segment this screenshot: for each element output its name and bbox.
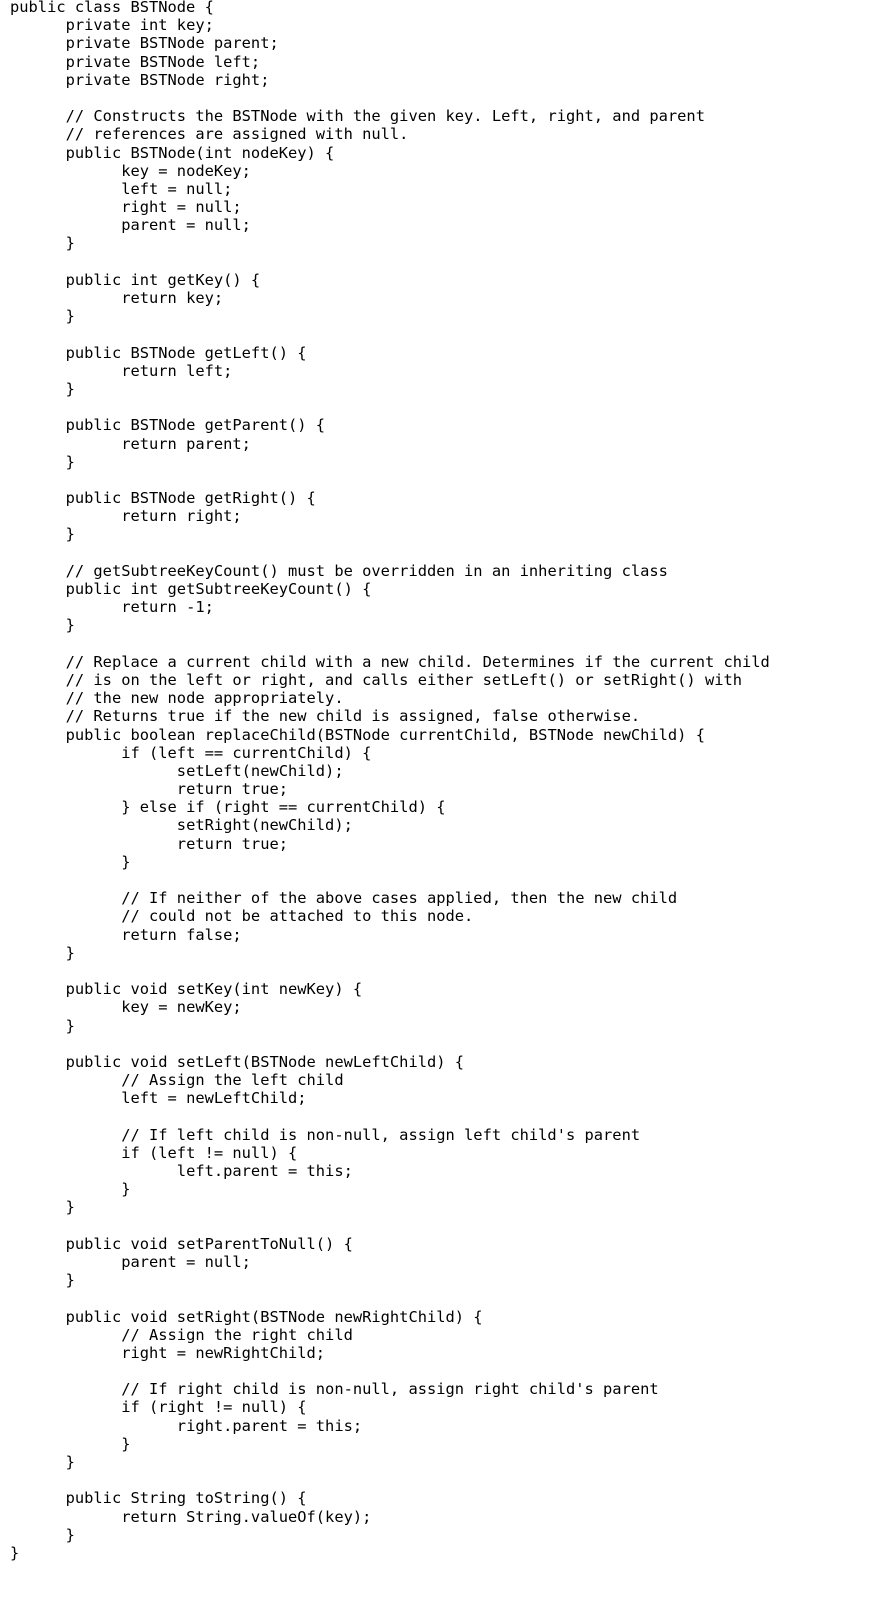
code-line: return -1; [10,598,214,617]
code-line: if (left == currentChild) { [10,743,372,762]
code-line: if (right != null) { [10,1398,307,1417]
code-line: } [10,525,75,544]
code-line: } [10,1198,75,1217]
code-line: private int key; [10,16,214,35]
code-line: } [10,1525,75,1544]
code-line: // If left child is non-null, assign left child's parent [10,1125,641,1144]
code-line: return parent; [10,434,251,453]
code-line: key = nodeKey; [10,161,251,180]
code-line: // the new node appropriately. [10,689,344,708]
code-line: } [10,1016,75,1035]
code-line: } [10,307,75,326]
code-line [10,253,880,271]
code-line: } else if (right == currentChild) { [10,798,446,817]
code-line [10,89,880,107]
code-line [10,471,880,489]
code-line: public String toString() { [10,1489,307,1508]
code-line: public BSTNode(int nodeKey) { [10,143,335,162]
code-line: public int getKey() { [10,270,261,289]
code-line: setLeft(newChild); [10,761,344,780]
code-line: parent = null; [10,216,251,235]
code-line: // If neither of the above cases applied, then the new child [10,889,678,908]
code-line [10,1107,880,1125]
code-line: key = newKey; [10,998,242,1017]
code-line [10,871,880,889]
code-line: public class BSTNode { [10,0,214,16]
code-line: return right; [10,507,242,526]
code-line: public int getSubtreeKeyCount() { [10,580,372,598]
code-line: } [10,1434,131,1453]
code-line [10,325,880,343]
code-line: } [10,1543,20,1562]
code-line: } [10,1271,75,1290]
code-line: private BSTNode left; [10,52,261,71]
code-line: setRight(newChild); [10,816,353,835]
code-line: parent = null; [10,1252,251,1271]
code-line: public void setRight(BSTNode newRightChild) { [10,1307,483,1326]
code-line: } [10,1180,131,1199]
code-line: return false; [10,925,242,944]
code-line: private BSTNode right; [10,70,270,89]
code-line: public void setKey(int newKey) { [10,980,363,999]
code-line: // Assign the right child [10,1325,353,1344]
code-block [10,0,880,1562]
code-line: public void setParentToNull() { [10,1234,353,1253]
code-line [10,1362,880,1380]
code-line [10,1217,880,1235]
code-line [10,398,880,416]
code-line: // Replace a current child with a new child. Determines if the current child [10,652,770,671]
code-line: right = null; [10,198,242,217]
code-line [10,635,880,653]
code-line: // could not be attached to this node. [10,907,474,926]
code-line [10,544,880,562]
code-line: return String.valueOf(key); [10,1507,372,1526]
code-line: } [10,852,131,871]
code-line: public void setLeft(BSTNode newLeftChild) { [10,1052,465,1071]
code-line: } [10,234,75,253]
code-line: left = null; [10,179,233,198]
code-line [10,1289,880,1307]
code-line: private BSTNode parent; [10,34,279,53]
code-line: // Constructs the BSTNode with the given key. Left, right, and parent [10,107,705,126]
code-line: } [10,452,75,471]
code-line: right = newRightChild; [10,1343,326,1362]
code-line: } [10,379,75,398]
code-line: left.parent = this; [10,1162,353,1180]
code-line: // references are assigned with null. [10,125,409,144]
code-line: public BSTNode getLeft() { [10,343,307,362]
code-line: // is on the left or right, and calls either setLeft() or setRight() with [10,670,743,689]
code-line: } [10,943,75,962]
code-line: public boolean replaceChild(BSTNode currentChild, BSTNode newChild) { [10,725,705,744]
code-line: // Returns true if the new child is assigned, false otherwise. [10,707,641,726]
code-line: return true; [10,780,288,799]
code-line: } [10,616,75,635]
code-line: public BSTNode getRight() { [10,489,316,508]
code-line: } [10,1453,75,1471]
code-line [10,1035,880,1053]
code-line: return true; [10,834,288,853]
code-line: right.parent = this; [10,1416,363,1435]
code-line: public BSTNode getParent() { [10,416,326,435]
code-line: if (left != null) { [10,1143,298,1162]
code-line [10,962,880,980]
code-line [10,1471,880,1489]
code-line: // If right child is non-null, assign right child's parent [10,1380,659,1399]
code-line: return left; [10,361,233,380]
code-line: left = newLeftChild; [10,1089,307,1108]
code-line: // Assign the left child [10,1071,344,1090]
code-line: return key; [10,289,224,307]
code-line: // getSubtreeKeyCount() must be overridden in an inheriting class [10,561,668,580]
